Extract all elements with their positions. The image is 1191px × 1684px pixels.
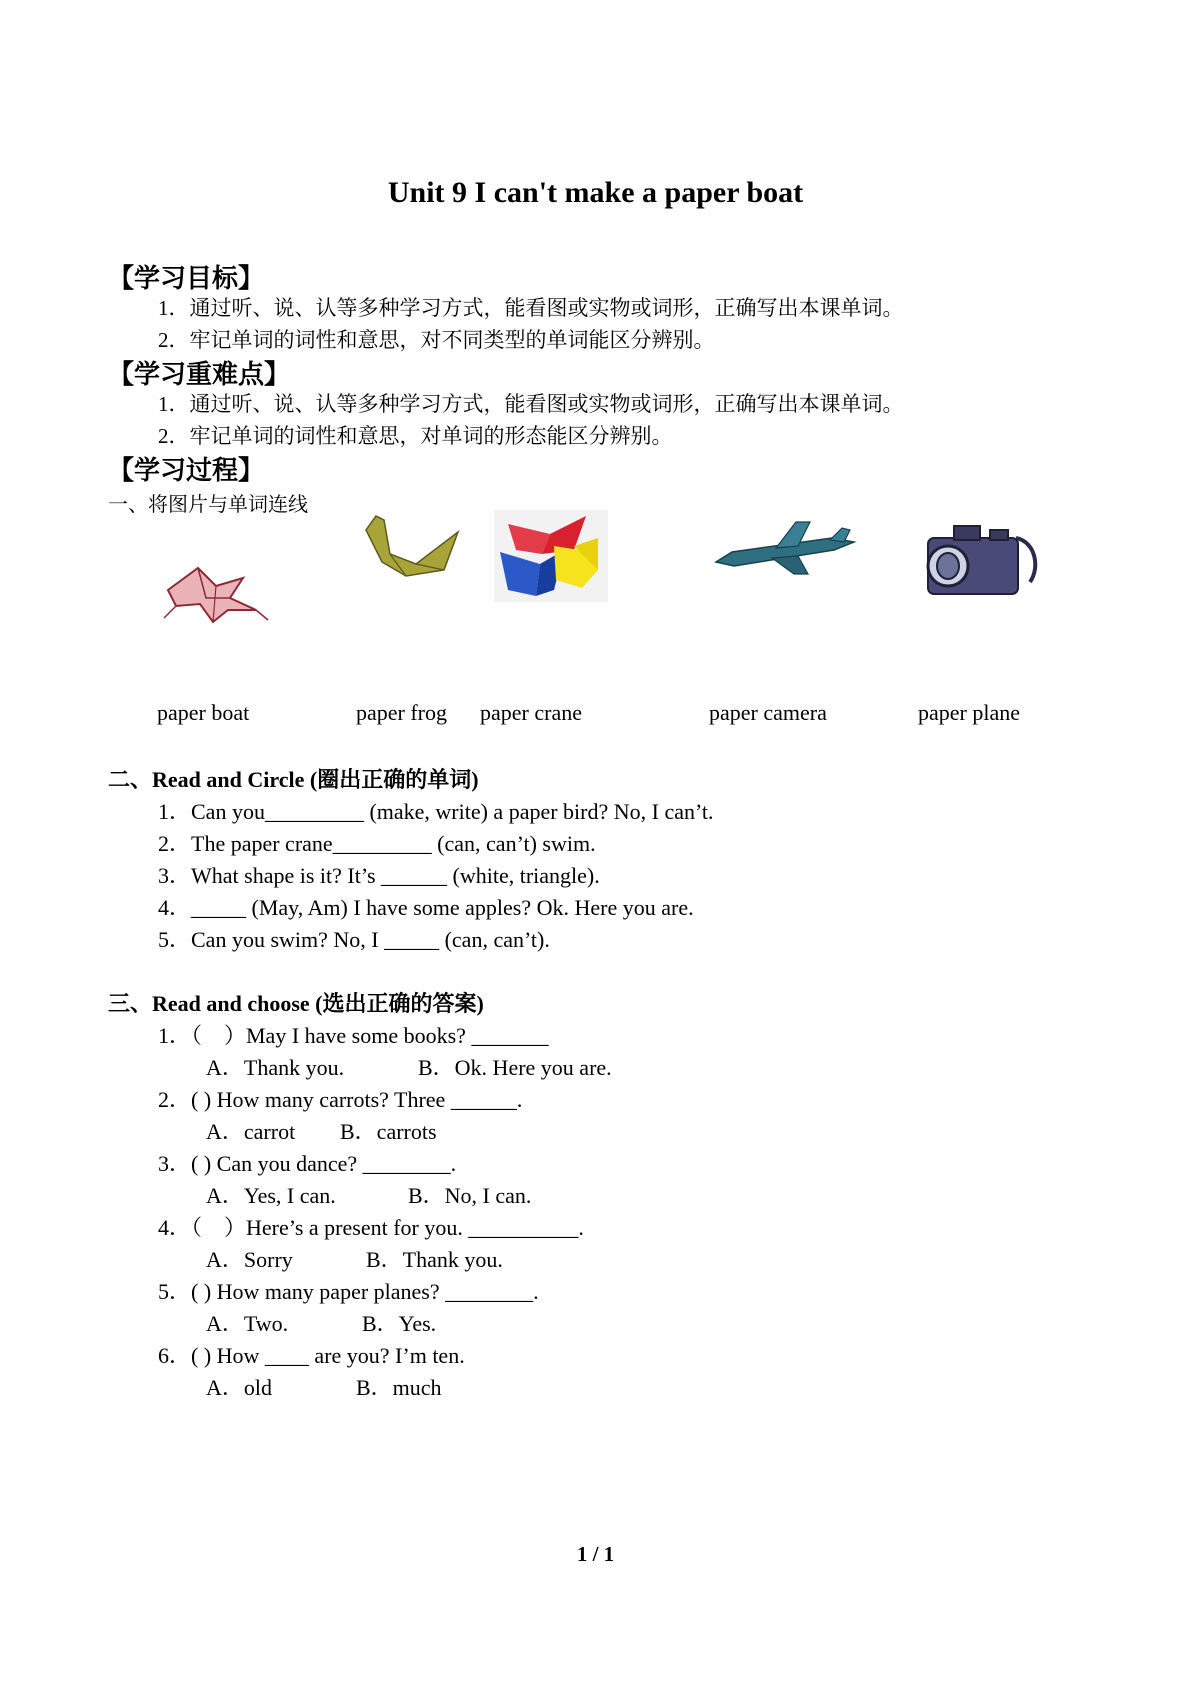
part2-item: 2．The paper crane_________ (can, can’t) swim. <box>158 831 596 856</box>
option-a: A．old <box>206 1375 273 1400</box>
part2-title: 二、Read and Circle (圈出正确的单词) <box>108 767 479 792</box>
key-points-heading: 【学习重难点】 <box>108 360 291 389</box>
part1-title: 一、将图片与单词连线 <box>108 494 308 516</box>
option-b: B．carrots <box>340 1119 437 1144</box>
paper-plane-picture <box>712 518 860 576</box>
option-a: A．Yes, I can. <box>206 1183 336 1208</box>
paper-frog-picture <box>158 558 278 628</box>
option-a: A．Sorry <box>206 1247 293 1272</box>
option-b: B．Ok. Here you are. <box>418 1055 612 1080</box>
word-label: paper plane <box>918 700 1020 725</box>
camera-picture <box>918 516 1042 598</box>
goals-heading: 【学习目标】 <box>108 264 265 293</box>
paper-crane-picture <box>354 510 470 582</box>
option-b: B．No, I can. <box>408 1183 532 1208</box>
part2-item: 5．Can you swim? No, I _____ (can, can’t). <box>158 927 550 952</box>
process-heading: 【学习过程】 <box>108 456 265 485</box>
part2-item: 3．What shape is it? It’s ______ (white, triangle). <box>158 863 600 888</box>
option-a: A．Thank you. <box>206 1055 345 1080</box>
question-stem: 2．( ) How many carrots? Three ______. <box>158 1087 523 1112</box>
question-stem: 5．( ) How many paper planes? ________. <box>158 1279 539 1304</box>
goal-item: 2．牢记单词的词性和意思，对不同类型的单词能区分辨别。 <box>158 328 715 352</box>
word-label: paper boat <box>157 700 250 725</box>
part2-item: 1．Can you_________ (make, write) a paper bird? No, I can’t. <box>158 799 714 824</box>
option-b: B．much <box>356 1375 442 1400</box>
key-point-item: 1．通过听、说、认等多种学习方式，能看图或实物或词形，正确写出本课单词。 <box>158 392 904 416</box>
page-number: 1 / 1 <box>576 1542 615 1566</box>
question-stem: 4．（ ）Here’s a present for you. __________. <box>158 1215 584 1240</box>
option-b: B．Yes. <box>362 1311 437 1336</box>
option-a: A．Two. <box>206 1311 289 1336</box>
option-b: B．Thank you. <box>366 1247 503 1272</box>
part3-title: 三、Read and choose (选出正确的答案) <box>108 991 484 1016</box>
paper-boats-picture <box>494 510 608 602</box>
page-title: Unit 9 I can't make a paper boat <box>387 176 804 209</box>
word-label: paper crane <box>480 700 582 725</box>
question-stem: 3．( ) Can you dance? ________. <box>158 1151 457 1176</box>
key-point-item: 2．牢记单词的词性和意思，对单词的形态能区分辨别。 <box>158 424 673 448</box>
word-label: paper camera <box>709 700 827 725</box>
part2-item: 4．_____ (May, Am) I have some apples? Ok. Here you are. <box>158 895 694 920</box>
goal-item: 1．通过听、说、认等多种学习方式，能看图或实物或词形，正确写出本课单词。 <box>158 296 904 320</box>
question-stem: 1．（ ）May I have some books? _______ <box>158 1023 549 1048</box>
option-a: A．carrot <box>206 1119 296 1144</box>
word-label: paper frog <box>356 700 448 725</box>
question-stem: 6．( ) How ____ are you? I’m ten. <box>158 1343 465 1368</box>
